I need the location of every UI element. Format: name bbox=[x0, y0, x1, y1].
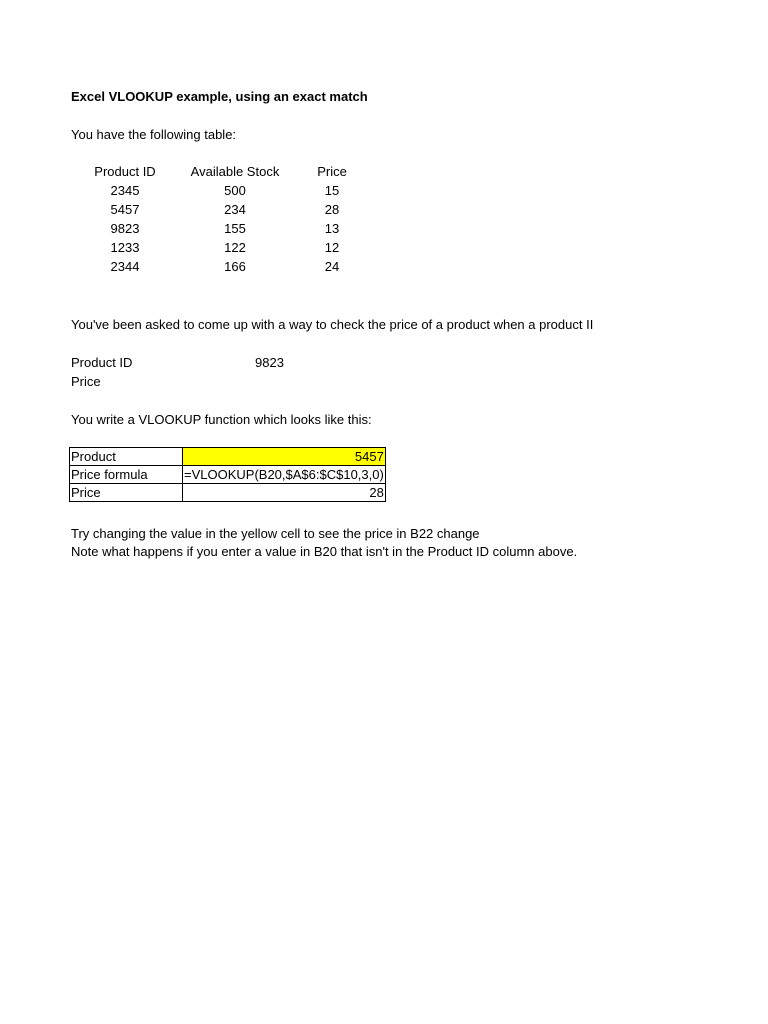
cell-price: 13 bbox=[324, 221, 340, 236]
header-available-stock: Available Stock bbox=[190, 164, 280, 179]
vlookup-box bbox=[69, 447, 386, 502]
cell-stock: 155 bbox=[224, 221, 246, 236]
lookup-price-label: Price bbox=[71, 374, 101, 389]
cell-product-id: 9823 bbox=[110, 221, 140, 236]
vlookup-formula-cell[interactable]: =VLOOKUP(B20,$A$6:$C$10,3,0) bbox=[184, 467, 384, 482]
lookup-product-id-label: Product ID bbox=[71, 355, 133, 370]
vlookup-price-label: Price bbox=[70, 484, 183, 502]
note-line-2: Note what happens if you enter a value in B20 that isn't in the Product ID column above. bbox=[71, 544, 578, 559]
cell-price: 12 bbox=[324, 240, 340, 255]
cell-price: 24 bbox=[324, 259, 340, 274]
task-text: You've been asked to come up with a way to check the price of a product when a product II bbox=[71, 317, 594, 332]
header-product-id: Product ID bbox=[94, 164, 156, 179]
vlookup-product-label: Product bbox=[70, 448, 183, 466]
cell-stock: 166 bbox=[224, 259, 246, 274]
cell-product-id: 1233 bbox=[110, 240, 140, 255]
page-title: Excel VLOOKUP example, using an exact match bbox=[71, 89, 368, 104]
cell-product-id: 5457 bbox=[110, 202, 140, 217]
cell-price: 28 bbox=[324, 202, 340, 217]
lookup-product-id-row bbox=[71, 353, 132, 372]
intro-text: You have the following table: bbox=[71, 127, 237, 142]
vlookup-product-row bbox=[70, 448, 386, 466]
header-price: Price bbox=[317, 164, 347, 179]
cell-stock: 500 bbox=[224, 183, 246, 198]
vlookup-intro-text: You write a VLOOKUP function which looks like this: bbox=[71, 412, 372, 427]
vlookup-price-result-cell[interactable]: 28 bbox=[183, 484, 386, 502]
cell-price: 15 bbox=[324, 183, 340, 198]
cell-product-id: 2344 bbox=[110, 259, 140, 274]
note-line-1: Try changing the value in the yellow cell to see the price in B22 change bbox=[71, 526, 480, 541]
cell-stock: 234 bbox=[224, 202, 246, 217]
vlookup-formula-label: Price formula bbox=[70, 466, 183, 484]
vlookup-product-input-cell[interactable]: 5457 bbox=[183, 448, 386, 466]
vlookup-formula-row bbox=[70, 466, 386, 484]
lookup-product-id-value[interactable]: 9823 bbox=[255, 355, 284, 370]
vlookup-price-row bbox=[70, 484, 386, 502]
cell-stock: 122 bbox=[224, 240, 246, 255]
cell-product-id: 2345 bbox=[110, 183, 140, 198]
